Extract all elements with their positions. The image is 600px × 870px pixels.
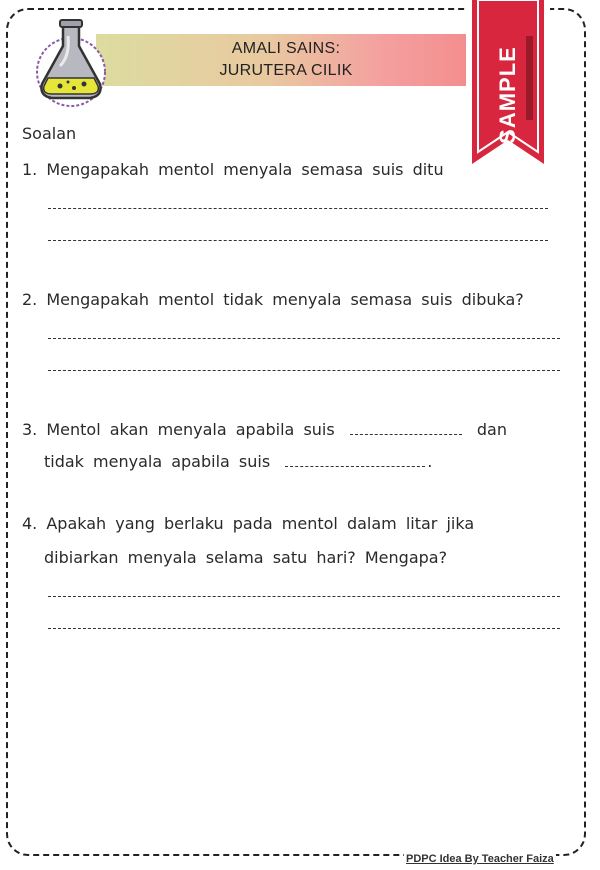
answer-line[interactable] bbox=[48, 208, 548, 209]
question-3-line-2 bbox=[44, 452, 432, 471]
question-3-text-part-1: Mentol akan menyala apabila suis bbox=[46, 420, 335, 439]
section-label: Soalan bbox=[22, 124, 77, 143]
question-4-text-line-1: Apakah yang berlaku pada mentol dalam litar jika bbox=[46, 514, 475, 533]
answer-line[interactable] bbox=[48, 628, 560, 629]
title-line-1: AMALI SAINS: bbox=[231, 40, 341, 57]
question-4-line-2 bbox=[44, 548, 447, 567]
question-4-text-line-2: dibiarkan menyala selama satu hari? Mengapa? bbox=[44, 548, 448, 567]
question-1 bbox=[22, 160, 444, 179]
question-2-text: Mengapakah mentol tidak menyala semasa suis dibuka? bbox=[46, 290, 524, 309]
question-3-text-part-3: tidak menyala apabila suis bbox=[44, 452, 271, 471]
question-2-number: 2. bbox=[22, 290, 38, 309]
question-3-text-part-4: . bbox=[427, 452, 433, 471]
answer-line[interactable] bbox=[48, 596, 560, 597]
question-3-line-1 bbox=[22, 420, 507, 439]
footer-credit: PDPC Idea By Teacher Faiza bbox=[406, 853, 554, 865]
question-3-text-part-2: dan bbox=[476, 420, 507, 439]
question-4-number: 4. bbox=[22, 514, 38, 533]
answer-line[interactable] bbox=[48, 338, 560, 339]
question-4-line-1 bbox=[22, 514, 474, 533]
fill-blank-1[interactable] bbox=[350, 420, 462, 435]
page-title bbox=[96, 38, 476, 82]
question-1-text: Mengapakah mentol menyala semasa suis ditu bbox=[46, 160, 444, 179]
question-1-number: 1. bbox=[22, 160, 38, 179]
title-line-2: JURUTERA CILIK bbox=[219, 62, 353, 79]
fill-blank-2[interactable] bbox=[285, 452, 425, 467]
answer-line[interactable] bbox=[48, 370, 560, 371]
question-2 bbox=[22, 290, 524, 309]
question-3-number: 3. bbox=[22, 420, 38, 439]
answer-line[interactable] bbox=[48, 240, 548, 241]
sample-label: SAMPLE bbox=[495, 46, 520, 144]
